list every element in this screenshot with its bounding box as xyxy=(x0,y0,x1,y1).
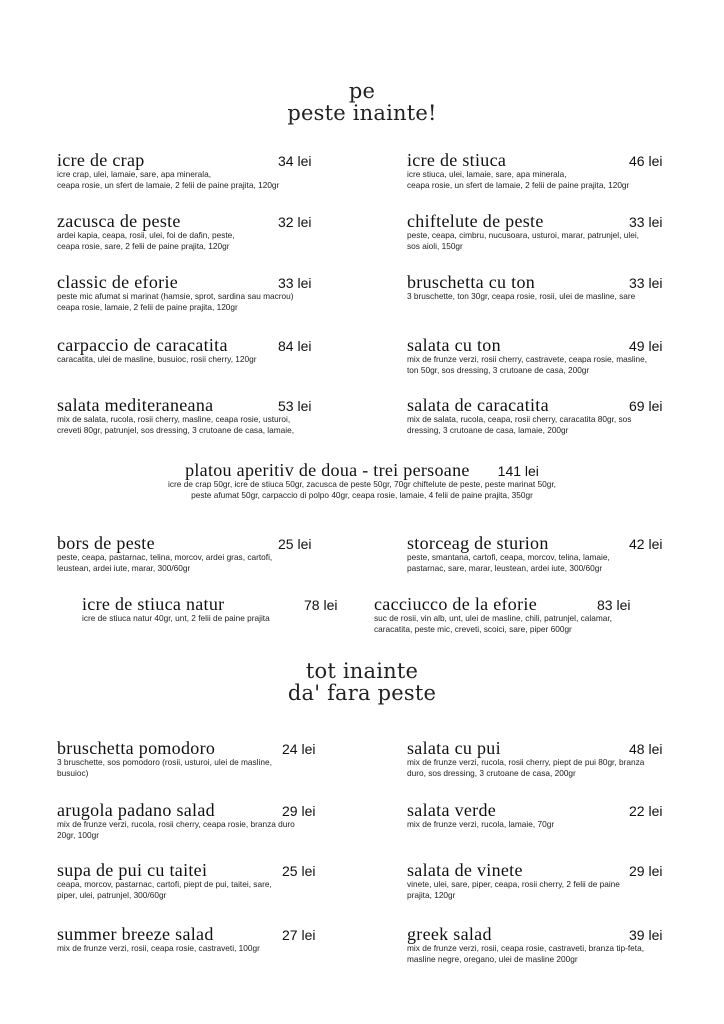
item-desc-line2: caracatita, peste mic, creveti, scoici, sare, piper 600gr xyxy=(374,624,572,634)
item-price: 29 lei xyxy=(629,863,663,879)
item-desc-line1: 3 bruschette, sos pomodoro (rosii, usturoi, ulei de masline, xyxy=(57,757,272,767)
menu-item-icre-natur xyxy=(82,592,362,624)
menu-item-bruschetta-pomodoro xyxy=(57,736,337,779)
item-price: 22 lei xyxy=(629,803,663,819)
item-name: salata mediteraneana xyxy=(57,395,214,415)
item-name: bors de peste xyxy=(57,533,155,553)
item-price: 29 lei xyxy=(282,803,316,819)
menu-item-greek-salad xyxy=(407,922,687,965)
item-name: zacusca de peste xyxy=(57,211,181,231)
menu-item-carpaccio xyxy=(57,333,337,365)
item-desc-line2: ceapa rosie, sare, 2 felii de paine prajita, 120gr xyxy=(57,241,230,251)
menu-item-bors xyxy=(57,531,337,574)
item-name: icre de crap xyxy=(57,150,145,170)
item-price: 25 lei xyxy=(282,863,316,879)
item-price: 33 lei xyxy=(629,214,663,230)
menu-item-salata-ton xyxy=(407,333,687,376)
item-price: 78 lei xyxy=(304,597,338,613)
section-title-nofish xyxy=(0,660,724,704)
item-desc-line2: masline negre, oregano, ulei de masline 200gr xyxy=(407,954,578,964)
item-name: greek salad xyxy=(407,924,492,944)
item-name: salata de vinete xyxy=(407,860,523,880)
item-desc-line2: leustean, ardei iute, marar, 300/60gr xyxy=(57,563,191,573)
item-name: carpaccio de caracatita xyxy=(57,335,228,355)
item-desc-line2: duro, sos dressing, 3 crutoane de casa, 200gr xyxy=(407,768,576,778)
item-desc-line2: creveti 80gr, patrunjel, sos dressing, 3 crutoane de casa, lamaie, xyxy=(57,425,295,435)
item-desc-line2: dressing, 3 crutoane de casa, lamaie, 200gr xyxy=(407,425,569,435)
item-desc-line1: vinete, ulei, sare, piper, ceapa, rosii cherry, 2 felii de paine xyxy=(407,879,620,889)
item-name: supa de pui cu taitei xyxy=(57,860,208,880)
item-price: 25 lei xyxy=(278,536,312,552)
item-desc-line1: 3 bruschette, ton 30gr, ceapa rosie, rosii, ulei de masline, sare xyxy=(407,291,636,301)
item-name: icre de stiuca xyxy=(407,150,507,170)
menu-item-salata-pui xyxy=(407,736,687,779)
item-desc-line2: sos aioli, 150gr xyxy=(407,241,463,251)
item-price: 33 lei xyxy=(629,275,663,291)
item-desc-line2: ceapa rosie, un sfert de lamaie, 2 felii de paine prajita, 120gr xyxy=(57,180,280,190)
menu-item-chiftelute xyxy=(407,209,687,252)
section-title-fish-line2: peste inainte! xyxy=(287,101,437,125)
item-price: 34 lei xyxy=(278,153,312,169)
menu-item-salata-caracatita xyxy=(407,393,687,436)
item-name: bruschetta cu ton xyxy=(407,272,536,292)
item-price: 32 lei xyxy=(278,214,312,230)
section-title-fish xyxy=(0,80,724,124)
menu-item-icre-crap xyxy=(57,148,337,191)
item-name: salata cu pui xyxy=(407,738,501,758)
item-desc-line1: ceapa, morcov, pastarnac, cartofi, piept de pui, taitei, sare, xyxy=(57,879,272,889)
item-price: 46 lei xyxy=(629,153,663,169)
item-price: 49 lei xyxy=(629,338,663,354)
item-desc-line2: busuioc) xyxy=(57,768,89,778)
item-desc-line1: icre crap, ulei, lamaie, sare, apa minerala, xyxy=(57,169,212,179)
item-desc-line1: peste mic afumat si marinat (hamsie, sprot, sardina sau macrou) xyxy=(57,291,294,301)
item-desc-line1: mix de frunze verzi, rosii, ceapa rosie, castraveti, 100gr xyxy=(57,943,260,953)
item-desc-line1: icre stiuca, ulei, lamaie, sare, apa minerala, xyxy=(407,169,567,179)
item-desc-line2: ton 50gr, sos dressing, 3 crutoane de casa, 200gr xyxy=(407,365,590,375)
item-name: salata de caracatita xyxy=(407,395,549,415)
menu-item-arugola xyxy=(57,798,337,841)
menu-item-mediteraneana xyxy=(57,393,337,436)
section-title-fish-line1: pe xyxy=(348,79,376,103)
item-name: bruschetta pomodoro xyxy=(57,738,216,758)
item-desc-line1: icre de stiuca natur 40gr, unt, 2 felii de paine prajita xyxy=(82,613,270,623)
item-desc-line2: 20gr, 100gr xyxy=(57,830,99,840)
item-name: classic de eforie xyxy=(57,272,179,292)
item-desc-line1: peste, ceapa, pastarnac, telina, morcov, ardei gras, cartofi, xyxy=(57,552,273,562)
item-price: 24 lei xyxy=(282,741,316,757)
menu-item-storceag xyxy=(407,531,687,574)
item-desc-line1: mix de frunze verzi, rucola, lamaie, 70gr xyxy=(407,819,555,829)
item-price: 42 lei xyxy=(629,536,663,552)
menu-item-salata-vinete xyxy=(407,858,687,901)
item-desc-line2: pastarnac, sare, marar, leustean, ardei iute, 300/60gr xyxy=(407,563,603,573)
item-desc-line2: ceapa rosie, lamaie, 2 felii de paine prajita, 120gr xyxy=(57,302,238,312)
item-price: 141 lei xyxy=(497,463,539,479)
item-price: 53 lei xyxy=(278,398,312,414)
item-desc-line1: mix de frunze verzi, rucola, rosii cherry, piept de pui 80gr, branza xyxy=(407,757,645,767)
menu-item-salata-verde xyxy=(407,798,687,830)
menu-item-cacciucco xyxy=(374,592,674,635)
item-price: 83 lei xyxy=(597,597,631,613)
menu-item-bruschetta-ton xyxy=(407,270,687,302)
item-desc-line2: peste afumat 50gr, carpaccio di polpo 40gr, ceapa rosie, lamaie, 4 felii de paine prajita, 350gr xyxy=(191,490,533,500)
item-price: 69 lei xyxy=(629,398,663,414)
menu-item-icre-stiuca xyxy=(407,148,687,191)
item-name: salata cu ton xyxy=(407,335,501,355)
item-price: 39 lei xyxy=(629,927,663,943)
section-title-nofish-line1: tot inainte xyxy=(305,659,419,683)
item-name: summer breeze salad xyxy=(57,924,214,944)
item-desc-line1: mix de frunze verzi, rucola, rosii cherry, ceapa rosie, branza duro xyxy=(57,819,295,829)
menu-item-summer-breeze xyxy=(57,922,337,954)
item-desc-line1: mix de frunze verzi, rosii cherry, castravete, ceapa rosie, masline, xyxy=(407,354,648,364)
item-desc-line1: peste, ceapa, cimbru, nucusoara, usturoi, marar, patrunjel, ulei, xyxy=(407,230,639,240)
menu-item-classic-eforie xyxy=(57,270,337,313)
menu-item-platou xyxy=(0,458,724,501)
item-desc-line1: peste, smantana, cartofi, ceapa, morcov, telina, lamaie, xyxy=(407,552,610,562)
item-desc-line1: mix de frunze verzi, rosii, ceapa rosie, castraveti, branza tip-feta, xyxy=(407,943,645,953)
section-title-nofish-line2: da' fara peste xyxy=(287,681,437,705)
item-price: 48 lei xyxy=(629,741,663,757)
item-name: chiftelute de peste xyxy=(407,211,544,231)
item-desc-line2: piper, ulei, patrunjel, 300/60gr xyxy=(57,890,167,900)
item-desc-line1: mix de salata, rucola, ceapa, rosii cherry, caracatita 80gr, sos xyxy=(407,414,632,424)
item-desc-line2: ceapa rosie, un sfert de lamaie, 2 felii de paine prajita, 120gr xyxy=(407,180,630,190)
item-name: storceag de sturion xyxy=(407,533,549,553)
item-desc-line1: suc de rosii, vin alb, unt, ulei de masline, chili, patrunjel, calamar, xyxy=(374,613,612,623)
menu-item-zacusca xyxy=(57,209,337,252)
item-desc-line1: caracatita, ulei de masline, busuioc, rosii cherry, 120gr xyxy=(57,354,257,364)
item-price: 84 lei xyxy=(278,338,312,354)
item-name: platou aperitiv de doua - trei persoane xyxy=(185,460,470,480)
item-desc-line1: mix de salata, rucola, rosii cherry, masline, ceapa rosie, usturoi, xyxy=(57,414,291,424)
item-desc-line1: ardei kapia, ceapa, rosii, ulei, foi de dafin, peste, xyxy=(57,230,235,240)
item-name: salata verde xyxy=(407,800,497,820)
item-desc-line1: icre de crap 50gr, icre de stiuca 50gr, zacusca de peste 50gr, 70gr chiftelute de peste, peste marinat 50gr, xyxy=(168,479,556,489)
menu-item-supa-pui xyxy=(57,858,337,901)
item-name: arugola padano salad xyxy=(57,800,215,820)
item-name: cacciucco de la eforie xyxy=(374,594,537,614)
item-price: 27 lei xyxy=(282,927,316,943)
item-price: 33 lei xyxy=(278,275,312,291)
item-name: icre de stiuca natur xyxy=(82,594,225,614)
item-desc-line2: prajita, 120gr xyxy=(407,890,456,900)
